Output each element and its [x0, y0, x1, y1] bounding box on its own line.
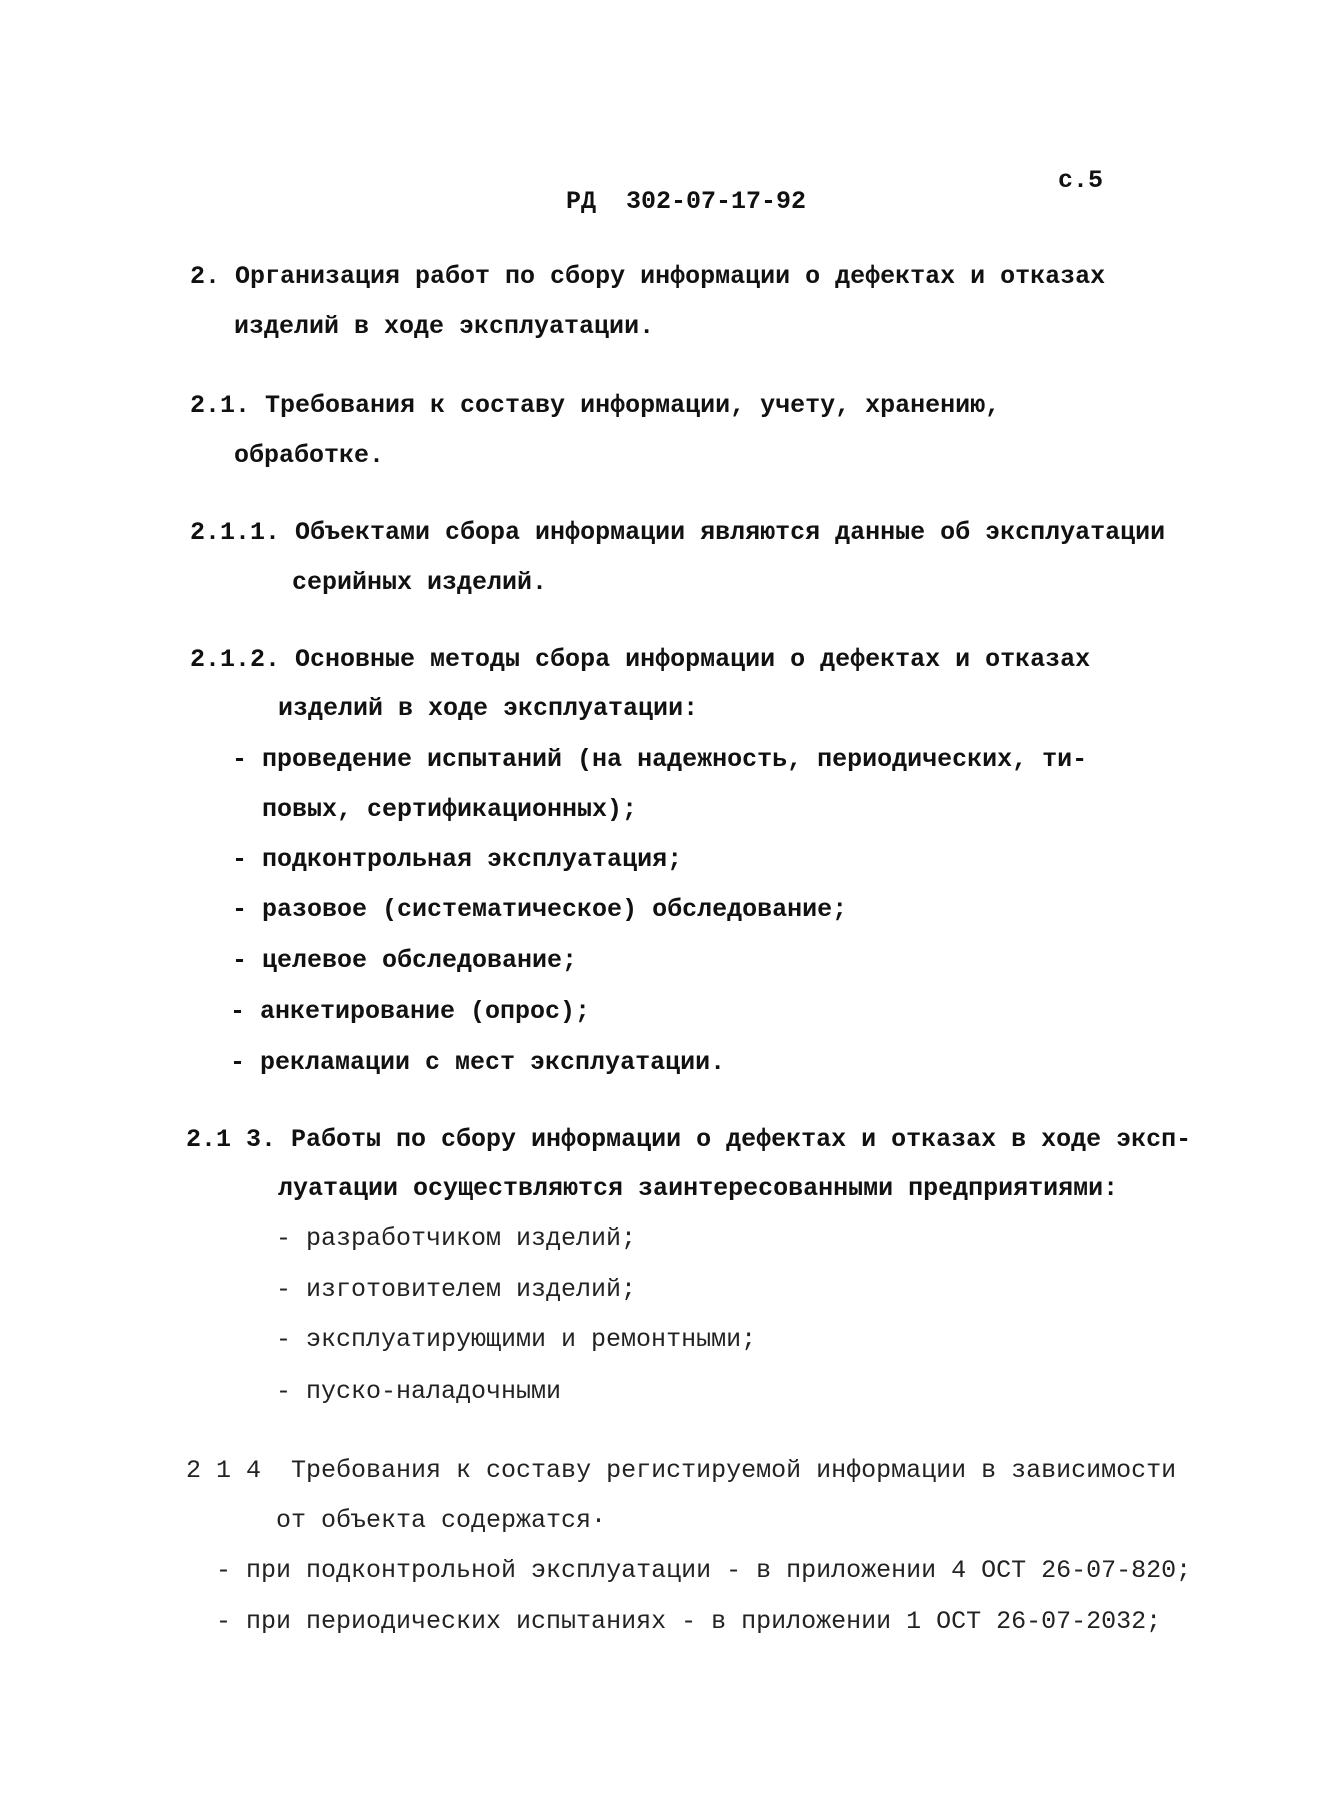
list-item: - подконтрольная эксплуатация;	[232, 845, 683, 874]
list-item: повых, сертификационных);	[262, 795, 638, 824]
section-2-1-4: 2 1 4 Требования к составу регистируемой информации в зависимости	[186, 1456, 1177, 1485]
section-2-1-2: 2.1.2. Основные методы сбора информации о дефектах и отказах	[190, 645, 1091, 674]
section-2-1-2-cont: изделий в ходе эксплуатации:	[278, 694, 699, 723]
section-2-1-title-cont: обработке.	[234, 441, 385, 470]
list-item: - целевое обследование;	[232, 946, 578, 975]
list-item: - разовое (систематическое) обследование;	[232, 895, 848, 924]
section-2-1-4-cont: от объекта содержатся·	[276, 1506, 607, 1535]
page-number: с.5	[1058, 166, 1104, 195]
list-item: - эксплуатирующими и ремонтными;	[276, 1325, 757, 1354]
list-item: - пуско-наладочными	[276, 1377, 562, 1406]
section-2-title: 2. Организация работ по сбору информации о дефектах и отказах	[190, 262, 1106, 291]
list-item: - при периодических испытаниях - в приложении 1 ОСТ 26-07-2032;	[216, 1607, 1162, 1636]
section-2-1-3: 2.1 3. Работы по сбору информации о дефектах и отказах в ходе эксп-	[186, 1125, 1192, 1154]
list-item: - при подконтрольной эксплуатации - в приложении 4 ОСТ 26-07-820;	[216, 1556, 1192, 1585]
list-item: - проведение испытаний (на надежность, периодических, ти-	[232, 745, 1088, 774]
doc-code: РД 302-07-17-92	[566, 187, 807, 216]
list-item: - изготовителем изделий;	[276, 1275, 637, 1304]
section-2-1-title: 2.1. Требования к составу информации, учету, хранению,	[190, 391, 1001, 420]
list-item: - разработчиком изделий;	[276, 1224, 637, 1253]
section-2-title-cont: изделий в ходе эксплуатации.	[234, 312, 655, 341]
section-2-1-1: 2.1.1. Объектами сбора информации являются данные об эксплуатации	[190, 518, 1166, 547]
section-2-1-1-cont: серийных изделий.	[292, 568, 548, 597]
section-2-1-3-cont: луатации осуществляются заинтересованными предприятиями:	[278, 1174, 1119, 1203]
list-item: - рекламации с мест эксплуатации.	[230, 1048, 726, 1077]
list-item: - анкетирование (опрос);	[230, 997, 591, 1026]
